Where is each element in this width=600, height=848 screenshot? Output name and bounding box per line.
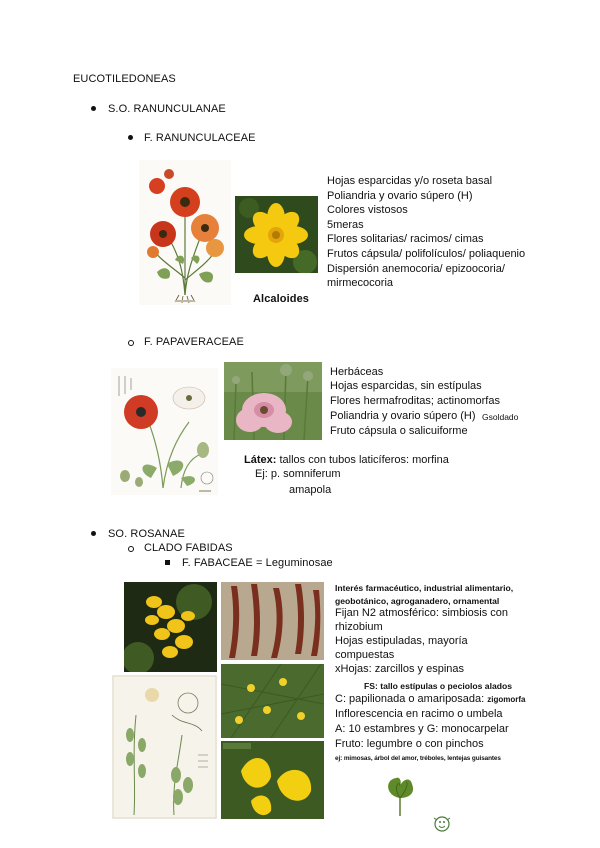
- fabaceae-fijan-line-2: rhizobium: [335, 621, 383, 633]
- papaveraceae-line-5: Fruto cápsula o salicuiforme: [330, 425, 468, 437]
- ranunculaceae-line-2: Poliandria y ovario súpero (H): [327, 190, 473, 202]
- fabaceae-hojas-line-1: Hojas estipuladas, mayoría: [335, 635, 468, 647]
- ranunculaceae-line-4: 5meras: [327, 219, 364, 231]
- papaveraceae-line-4: Poliandria y ovario súpero (H): [330, 410, 476, 422]
- ranunculaceae-line-7: Dispersión anemocoria/ epizoocoria/: [327, 263, 505, 275]
- example-line-2: amapola: [289, 484, 332, 496]
- page-heading: EUCOTILEDONEAS: [73, 73, 176, 85]
- ranunculaceae-line-6: Frutos cápsula/ polifolículos/ poliaquenio: [327, 248, 526, 260]
- bullet-disc: [91, 531, 96, 536]
- sticker-icon: [431, 814, 453, 834]
- section-rosanae-title: SO. ROSANAE: [108, 528, 185, 540]
- mimosa-photo: [221, 664, 324, 738]
- section-ranunculanae-title: S.O. RANUNCULANAE: [108, 103, 226, 115]
- fabaceae-inflorescencia-line: Inflorescencia en racimo o umbela: [335, 708, 503, 720]
- latex-line: [244, 453, 449, 468]
- fabaceae-fijan-line-1: Fijan N2 atmosférico: simbiosis con: [335, 607, 509, 619]
- papaveraceae-note-gsoldado: Gsoldado: [482, 412, 519, 422]
- bullet-disc: [91, 106, 96, 111]
- ranunculus-illustration: [139, 160, 231, 305]
- fabaceae-zigomorfa-text: zigomorfa: [487, 695, 526, 704]
- latex-label: Látex:: [244, 454, 277, 466]
- fabaceae-fs-line: FS: tallo estípulas o peciolos alados: [364, 681, 513, 691]
- ranunculaceae-line-8: mirmecocoria: [327, 277, 394, 289]
- ranunculaceae-line-3: Colores vistosos: [327, 204, 408, 216]
- latex-text: tallos con tubos laticíferos: morfina: [279, 454, 449, 466]
- fabaceae-androceo-line: A: 10 estambres y G: monocarpelar: [335, 723, 509, 735]
- fabaceae-botanical-illustration: [112, 675, 217, 819]
- family-fabaceae-title: F. FABACEAE = Leguminosae: [182, 557, 333, 569]
- bullet-circle: [128, 340, 134, 346]
- papaveraceae-line-2: Hojas esparcidas, sin estípulas: [330, 380, 482, 392]
- family-ranunculaceae-title: F. RANUNCULACEAE: [144, 132, 256, 144]
- fabaceae-hojas-line-2: compuestas: [335, 649, 395, 661]
- ranunculaceae-line-1: Hojas esparcidas y/o roseta basal: [327, 175, 493, 187]
- yellow-flower-photo: [235, 196, 318, 273]
- papaveraceae-line-1: Herbáceas: [330, 366, 384, 378]
- poppy-illustration: [111, 368, 218, 495]
- bullet-square: [165, 560, 170, 565]
- clado-fabidas-title: CLADO FABIDAS: [144, 542, 233, 554]
- ranunculaceae-line-5: Flores solitarias/ racimos/ cimas: [327, 233, 484, 245]
- legume-pods-photo: [221, 582, 324, 660]
- yellow-legume-flowers-photo: [124, 582, 217, 672]
- alcaloides-caption: Alcaloides: [253, 293, 310, 305]
- fabaceae-interes-line-2: geobotánico, agroganadero, ornamental: [335, 596, 500, 606]
- family-papaveraceae-title: F. PAPAVERACEAE: [144, 336, 244, 348]
- fabaceae-interes-line-1: Interés farmacéutico, industrial alimentario,: [335, 583, 514, 593]
- clover-leaf-icon: [380, 772, 420, 818]
- pink-poppy-photo: [224, 362, 322, 440]
- papaveraceae-line-3: Flores hermafroditas; actinomorfas: [330, 395, 500, 407]
- fabaceae-examples-line: ej: mimosas, árbol del amor, tréboles, lentejas guisantes: [335, 755, 501, 762]
- example-line-1: Ej: p. somniferum: [255, 468, 341, 480]
- fabaceae-xhojas-line: xHojas: zarcillos y espinas: [335, 663, 464, 675]
- broom-flowers-photo: [221, 741, 324, 819]
- bullet-circle: [128, 546, 134, 552]
- fabaceae-corola-text: C: papilionada o amariposada:: [335, 693, 485, 705]
- fabaceae-corola-line: [335, 692, 526, 707]
- bullet-disc: [128, 135, 133, 140]
- fabaceae-fruto-line: Fruto: legumbre o con pinchos: [335, 738, 484, 750]
